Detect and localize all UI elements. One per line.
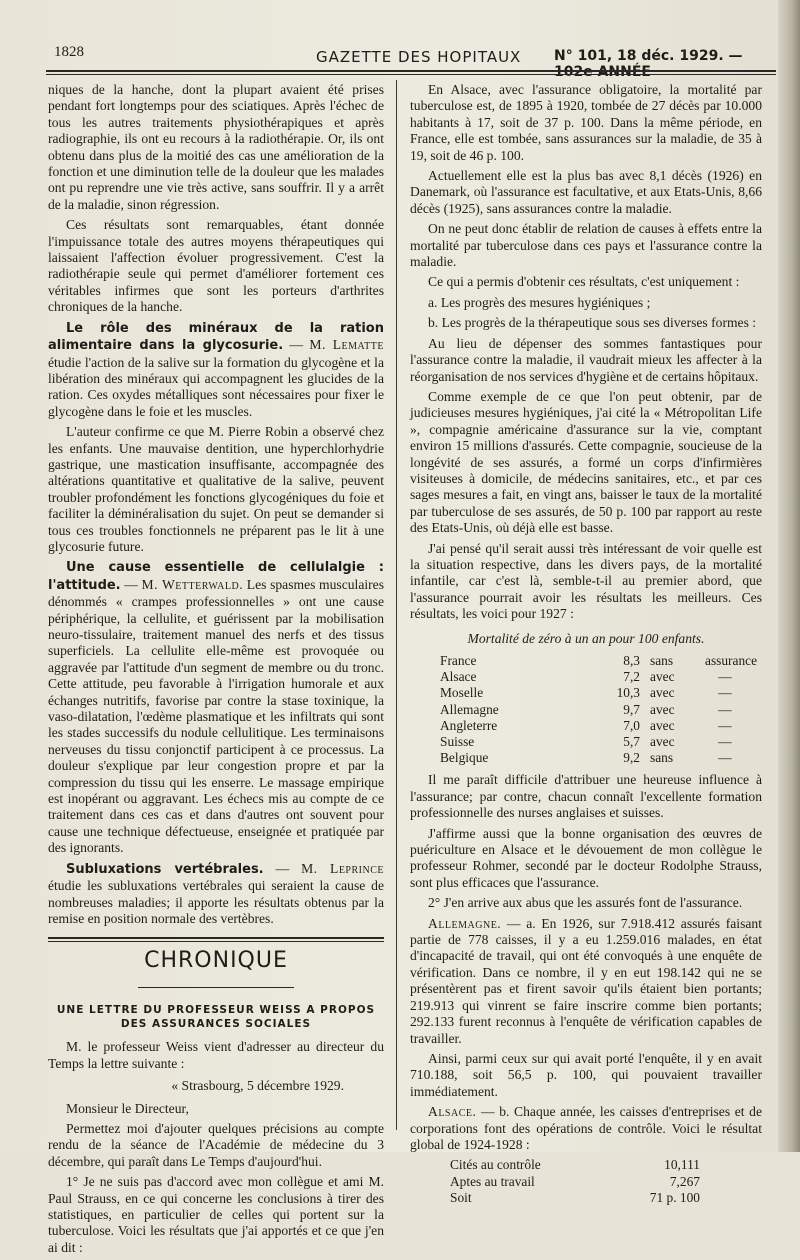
section-label: Allemagne. (428, 915, 502, 931)
paragraph: Au lieu de dépenser des sommes fantastiques pour l'assurance contre la maladie, il vaudrait mieux les affecter à la réorganisation de nos services d'hygiène et de certains hôpitaux. (410, 335, 762, 384)
article-paragraph: Le rôle des minéraux de la ration alimentaire dans la glycosurie. — M. Lematte étudie l'action de la salive sur la formation du glycogène et la libération des minéraux qui accompagnent les glucides de la ration. Ces oxydes métalliques sont nécessaires pour fixer le glycogène dans le foie et les muscles. (48, 320, 384, 419)
paragraph: 1° Je ne suis pas d'accord avec mon collègue et ami M. Paul Strauss, en ce qui concerne les conclusions à tirer des statistiques, en particulier de celles qui portent sur la tuberculose. Voici les résultats que j'ai apportés et ce que j'en ai dit : (48, 1174, 384, 1255)
country-cell: France (440, 653, 477, 668)
page-spine-shadow (778, 0, 800, 1152)
paragraph: L'auteur confirme ce que M. Pierre Robin a observé chez les enfants. Une mauvaise dentition, une hyperchlorhydrie gastrique, une mastication insuffisante, accompagnée des altérations quantitative et qualitative de la salive, peuvent troubler profondément les fonctions glycogéniques du foie et faciliter la déminéralisation du sujet. On peut se demander si tous ces troubles fonctionnels ne préparent pas le lit à une glycosurie future. (48, 424, 384, 554)
country-cell: Moselle (440, 685, 484, 701)
article-paragraph: Une cause essentielle de cellulalgie : l'attitude. — M. Wetterwald. Les spasmes musculaires dénommés « crampes professionnelles » ont une cause périphérique, la cellulite, et guérissent par la mobilisation neuro-tissulaire, traitement manuel des nerfs et des tissus superficiels. La cellulite elle-même est provoquée ou aggravée par l'attitude d'un segment de membre ou du tronc. Cette attitude, peu favorable à l'irrigation humorale et aux échanges nutritifs, favorise par contre la stase toxinique, la vaso-dilatation, l'œdème plasmatique et les infiltrats qui sont les stades successifs du nodule cellulitique. Les terminaisons nerveuses du tissu conjonctif participent à ce processus. La douleur s'explique par leur congestion propre et par la compression du tissu qui les enserre. Le massage empirique est inopérant ou aggravant. Les échecs mis au compte de ce traitement dans ces cas et dans d'autres ont souvent pour cause une technique défectueuse, enseignée et pratiquée par des ignorants. (48, 560, 384, 856)
paragraph: J'ai pensé qu'il serait aussi très intéressant de voir quelle est la situation respective, dans les divers pays, de la mortalité infantile, car c'est là, semble-t-il au premier abord, que l'assurance pourrait avoir les résultats les meilleurs. Ces résultats, les voici pour 1927 : (410, 540, 762, 622)
section-title: CHRONIQUE (144, 948, 288, 974)
table-row (410, 685, 762, 701)
divider (138, 987, 294, 988)
stat-value: 7,267 (669, 1173, 700, 1189)
paragraph: Ce qui a permis d'obtenir ces résultats, c'est uniquement : (428, 274, 740, 290)
status-cell: sans (650, 653, 674, 668)
article-text: étudie l'action de la salive sur la formation du glycogène et la libération des minéraux qui accompagnent les glucides de la ration. Ces oxydes métalliques sont nécessaires pour fixer le glycogène dans le foie et les muscles. (48, 354, 384, 419)
article-text: — a. En 1926, sur 7.918.412 assurés faisant partie de 778 caisses, il y a eu 1.259.016 malades, en état d'incapacité de travail, qui ont été convoqués à une enquête de vérification. Dans ce nombre, il y en eut 198.142 qui ne se présentèrent pas et firent savoir qu'ils étaient bien portants; 219.913 qui vinrent se faire inscrire comme bien portants; 292.133 furent reconnus à l'enquête de vérification capables de travailler. (410, 915, 762, 1046)
status-cell: avec (650, 669, 675, 685)
country-cell: Suisse (440, 734, 475, 750)
paragraph: niques de la hanche, dont la plupart avaient été prises pendant fort longtemps pour des sciatiques. Après l'échec de tous les autres traitements physiothérapiques et après radiographie, ils ont eu recours à la radiothérapie. Or, ils ont obtenu dans plus de la moitié des cas une amélioration de la fonction et une diminution telle de la douleur que les malades ont pu reprendre une vie très active, sans souffrir. Il y a arrêt de la maladie, sinon régression. (48, 82, 384, 212)
paragraph: Actuellement elle est la plus bas avec 8,1 décès (1926) en Danemark, où l'assurance est facultative, et aux Etats-Unis, 8,66 décès (1925), sans assurances contre la maladie. (410, 168, 762, 216)
chronique-block (48, 937, 384, 995)
status-cell: avec (650, 701, 675, 717)
paragraph: 2° J'en arrive aux abus que les assurés font de l'assurance. (428, 895, 743, 911)
stat-row (410, 1190, 762, 1206)
country-cell: Allemagne (440, 701, 499, 717)
article-paragraph (410, 1104, 762, 1153)
divider (48, 941, 384, 942)
issue-info: N° 101, 18 déc. 1929. — 102e ANNÉE (554, 48, 743, 80)
status-cell: sans (650, 750, 674, 766)
article-paragraph (410, 916, 762, 1047)
article-author: M. Lematte (309, 337, 384, 353)
value-cell: 5,7 (623, 734, 640, 750)
country-cell: Angleterre (440, 717, 498, 733)
stat-row (410, 1174, 762, 1190)
table-row (410, 734, 762, 750)
page-header (46, 44, 776, 80)
article-author: M. Leprince (301, 860, 384, 876)
stat-label: Soit (450, 1189, 472, 1205)
paragraph: On ne peut donc établir de relation de causes à effets entre la mortalité par tuberculose dans ces pays et l'assurance contre la maladie. (410, 221, 762, 270)
paragraph: a. Les progrès des mesures hygiéniques ; (428, 294, 651, 310)
table-row (410, 702, 762, 718)
value-cell: 7,0 (623, 717, 640, 733)
extra-cell: assurance (705, 653, 758, 668)
paragraph: Ainsi, parmi ceux sur qui avait porté l'enquête, il y en avait 710.188, soit 56,5 p. 100, qui pouvaient travailler immédiatement. (410, 1050, 762, 1099)
left-column (48, 82, 384, 1260)
extra-cell: — (718, 685, 732, 701)
extra-cell: — (718, 734, 732, 750)
article-title: Le rôle des minéraux de la ration alimentaire dans la glycosurie. (48, 320, 384, 354)
paragraph: Comme exemple de ce que l'on peut obtenir, par de judicieuses mesures hygiéniques, j'ai cité la « Métropolitan Life », compagnie américaine d'assurance sur la vie, comptant environ 15 millions d'assurés. Cette compagnie, soucieuse de la longévité de ses assurés, a formé un corps d'infirmières visiteuses à domicile, de médecins sanitaires, etc., et par ces sages mesures a fait, en vingt ans, baisser le taux de la mortalité par tuberculose de ses assurés, de 50 p. 100 par rapport au reste des Etats-Unis, où déjà elle est basse. (410, 388, 762, 536)
value-cell: 9,2 (623, 750, 640, 766)
letter-date: « Strasbourg, 5 décembre 1929. (171, 1078, 344, 1094)
table-caption: Mortalité de zéro à un an pour 100 enfants. (467, 630, 705, 646)
mortality-table (410, 653, 762, 766)
article-text: étudie les subluxations vertébrales qui seraient la cause de nombreuses maladies; il apporte les résultats obtenus par la remise en position normale des vertèbres. (48, 878, 384, 926)
stat-row (410, 1157, 762, 1173)
column-divider (396, 80, 397, 1130)
status-cell: avec (650, 685, 675, 701)
stat-label: Aptes au travail (450, 1173, 535, 1189)
table-row (410, 718, 762, 734)
article-title: Subluxations vertébrales. (66, 861, 264, 877)
table-row (410, 653, 762, 669)
country-cell: Belgique (440, 750, 489, 766)
letter-heading: UNE LETTRE DU PROFESSEUR WEISS A PROPOS DES ASSURANCES SOCIALES (56, 1004, 376, 1031)
extra-cell: — (718, 669, 732, 685)
journal-title: GAZETTE DES HOPITAUX (316, 48, 522, 66)
paragraph: b. Les progrès de la thérapeutique sous ses diverses formes : (428, 315, 757, 331)
stat-value: 10,111 (664, 1157, 700, 1173)
stat-label: Cités au contrôle (450, 1157, 541, 1173)
paragraph: Il me paraît difficile d'attribuer une heureuse influence à l'assurance; par contre, chacun connaît l'excellente formation professionnelle des nurses anglaises et suisses. (410, 772, 762, 821)
article-text: Les spasmes musculaires dénommés « crampes professionnelles » ont une cause périphérique, la cellulite, et guérissent par la mobilisation neuro-tissulaire, traitement manuel des nerfs et des tissus superficiels. La cellulite elle-même est provoquée ou aggravée par l'attitude d'un segment de membre ou du tronc. Cette attitude, peu favorable à l'irrigation humorale et aux échanges nutritifs, favorise par contre la stase toxinique, la vaso-dilatation, l'œdème plasmatique et les infiltrats qui sont les stades successifs du nodule cellulitique. Les terminaisons nerveuses du tissu conjonctif participent à ce processus. La douleur s'explique par leur congestion propre et par la compression du tissu qui les enserre. Le massage empirique est inopérant ou aggravant. Les échecs mis au compte de ce traitement dans ces cas et dans d'autres ont souvent pour cause une technique défectueuse, enseignée et pratiquée par des ignorants. (48, 576, 384, 856)
extra-cell: — (718, 717, 732, 733)
stat-value: 71 p. 100 (649, 1189, 700, 1205)
paragraph: J'affirme aussi que la bonne organisation des œuvres de puériculture en Alsace et le dévouement de mon collègue le professeur Rohmer, secondé par le docteur Rodolphe Strauss, sont plus efficaces que l'assurance. (410, 825, 762, 890)
header-rule (46, 70, 776, 72)
header-rule-thin (46, 74, 776, 75)
page-number: 1828 (54, 44, 84, 60)
value-cell: 8,3 (623, 653, 640, 668)
value-cell: 10,3 (616, 685, 640, 701)
right-column (410, 82, 762, 1206)
article-paragraph: Subluxations vertébrales. — M. Leprince étudie les subluxations vertébrales qui seraient la cause de nombreuses maladies; il apporte les résultats obtenus par la remise en position normale des vertèbres. (48, 860, 384, 926)
paragraph: M. le professeur Weiss vient d'adresser au directeur du Temps la lettre suivante : (48, 1039, 384, 1071)
paragraph: En Alsace, avec l'assurance obligatoire, la mortalité par tuberculose est, de 1895 à 1920, tombée de 27 décès par 10.000 habitants à 17, soit de 37 p. 100. Dans la même période, en France, elle est tombée, sans assurances sur la maladie, de 35 à 19, soit de 46 p. 100. (410, 82, 762, 163)
control-stats (410, 1157, 762, 1206)
value-cell: 7,2 (623, 669, 640, 685)
status-cell: avec (650, 734, 675, 750)
paragraph: Ces résultats sont remarquables, étant donnée l'impuissance totale des autres moyens thérapeutiques qui laissaient l'affection évoluer progressivement. C'est la radiothérapie seule qui permet d'améliorer fortement ces véritables infirmes que sont les porteurs d'arthrites chroniques de la hanche. (48, 217, 384, 315)
article-author: M. Wetterwald. (141, 576, 244, 592)
divider (48, 937, 384, 939)
value-cell: 9,7 (623, 701, 640, 717)
country-cell: Alsace (440, 669, 477, 685)
paragraph: Permettez moi d'ajouter quelques précisions au compte rendu de la séance de l'Académie de médecine du 3 décembre, qui paraît dans Le Temps d'aujourd'hui. (48, 1120, 384, 1169)
article-text: — b. Chaque année, les caisses d'entreprises et de corporations font des opérations de contrôle. Voici le résultat global de 1924-1928 : (410, 1104, 762, 1152)
status-cell: avec (650, 717, 675, 733)
letter-salutation: Monsieur le Directeur, (66, 1100, 189, 1116)
extra-cell: — (718, 701, 732, 717)
article-title: Une cause essentielle de cellulalgie : l'attitude. (48, 560, 384, 593)
table-row (410, 669, 762, 685)
table-row (410, 750, 762, 766)
extra-cell: — (718, 750, 732, 766)
section-label: Alsace. (428, 1104, 477, 1120)
